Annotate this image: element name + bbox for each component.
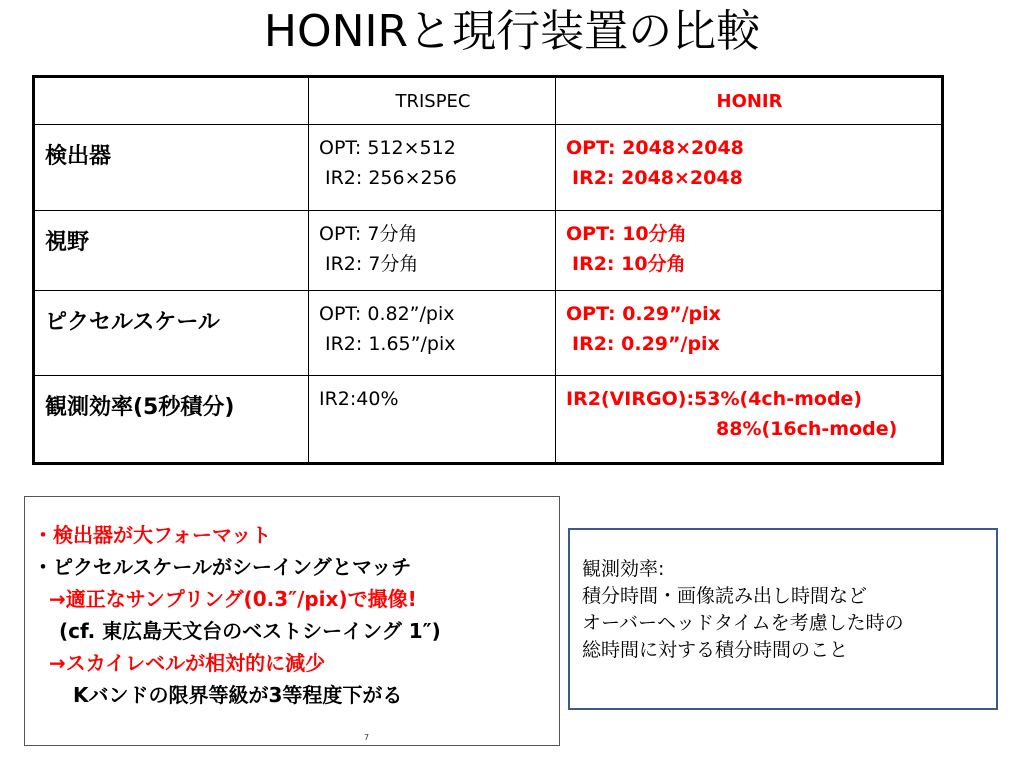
table-row bbox=[34, 211, 943, 291]
page-title: HONIRと現行装置の比較 bbox=[263, 6, 761, 57]
cell-line: IR2: 256×256 bbox=[325, 167, 457, 189]
honir-detector bbox=[556, 125, 943, 211]
cell-line: IR2: 1.65”/pix bbox=[325, 333, 456, 355]
note-line: ・検出器が大フォーマット bbox=[33, 523, 272, 547]
note-line: (cf. 東広島天文台のベストシーイング 1″) bbox=[59, 619, 441, 643]
table-row bbox=[34, 291, 943, 376]
table-header-row bbox=[34, 77, 943, 125]
table-row bbox=[34, 376, 943, 464]
cell-line: IR2: 10分角 bbox=[572, 253, 686, 275]
comparison-table bbox=[32, 75, 944, 465]
definition-line: 総時間に対する積分時間のこと bbox=[582, 639, 849, 661]
note-line: →スカイレベルが相対的に減少 bbox=[49, 651, 326, 675]
row-label-pixel-scale: ピクセルスケール bbox=[34, 291, 309, 376]
trispec-detector bbox=[309, 125, 556, 211]
honir-pixel-scale bbox=[556, 291, 943, 376]
definition-box bbox=[568, 528, 998, 710]
honir-fov bbox=[556, 211, 943, 291]
header-empty bbox=[34, 77, 309, 125]
row-label-efficiency: 観測効率(5秒積分) bbox=[34, 376, 309, 464]
cell-line: IR2:40% bbox=[319, 388, 399, 410]
cell-line: IR2(VIRGO):53%(4ch-mode) bbox=[566, 388, 863, 410]
cell-line: IR2: 0.29”/pix bbox=[572, 333, 720, 355]
trispec-efficiency bbox=[309, 376, 556, 464]
trispec-fov bbox=[309, 211, 556, 291]
cell-line: OPT: 2048×2048 bbox=[566, 137, 744, 159]
cell-line: OPT: 512×512 bbox=[319, 137, 456, 159]
cell-line: IR2: 2048×2048 bbox=[572, 167, 743, 189]
note-line: ・ピクセルスケールがシーイングとマッチ bbox=[33, 555, 412, 579]
cell-line: OPT: 10分角 bbox=[566, 223, 687, 245]
cell-line: 88%(16ch-mode) bbox=[716, 418, 898, 440]
row-label-fov: 視野 bbox=[34, 211, 309, 291]
trispec-pixel-scale bbox=[309, 291, 556, 376]
definition-line: 観測効率: bbox=[582, 558, 665, 580]
notes-box bbox=[24, 496, 560, 746]
row-label-detector: 検出器 bbox=[34, 125, 309, 211]
cell-line: OPT: 0.82”/pix bbox=[319, 303, 455, 325]
cell-line: IR2: 7分角 bbox=[325, 253, 419, 275]
definition-line: 積分時間・画像読み出し時間など bbox=[582, 585, 868, 607]
header-honir: HONIR bbox=[556, 77, 943, 125]
definition-line: オーバーヘッドタイムを考慮した時の bbox=[582, 612, 904, 634]
cell-line: OPT: 0.29”/pix bbox=[566, 303, 721, 325]
note-line: Kバンドの限界等級が3等程度下がる bbox=[73, 683, 403, 707]
note-line: →適正なサンプリング(0.3″/pix)で撮像! bbox=[49, 587, 417, 611]
cell-line: OPT: 7分角 bbox=[319, 223, 418, 245]
table-row bbox=[34, 125, 943, 211]
header-trispec: TRISPEC bbox=[309, 77, 556, 125]
honir-efficiency bbox=[556, 376, 943, 464]
page-number: 7 bbox=[364, 733, 370, 742]
